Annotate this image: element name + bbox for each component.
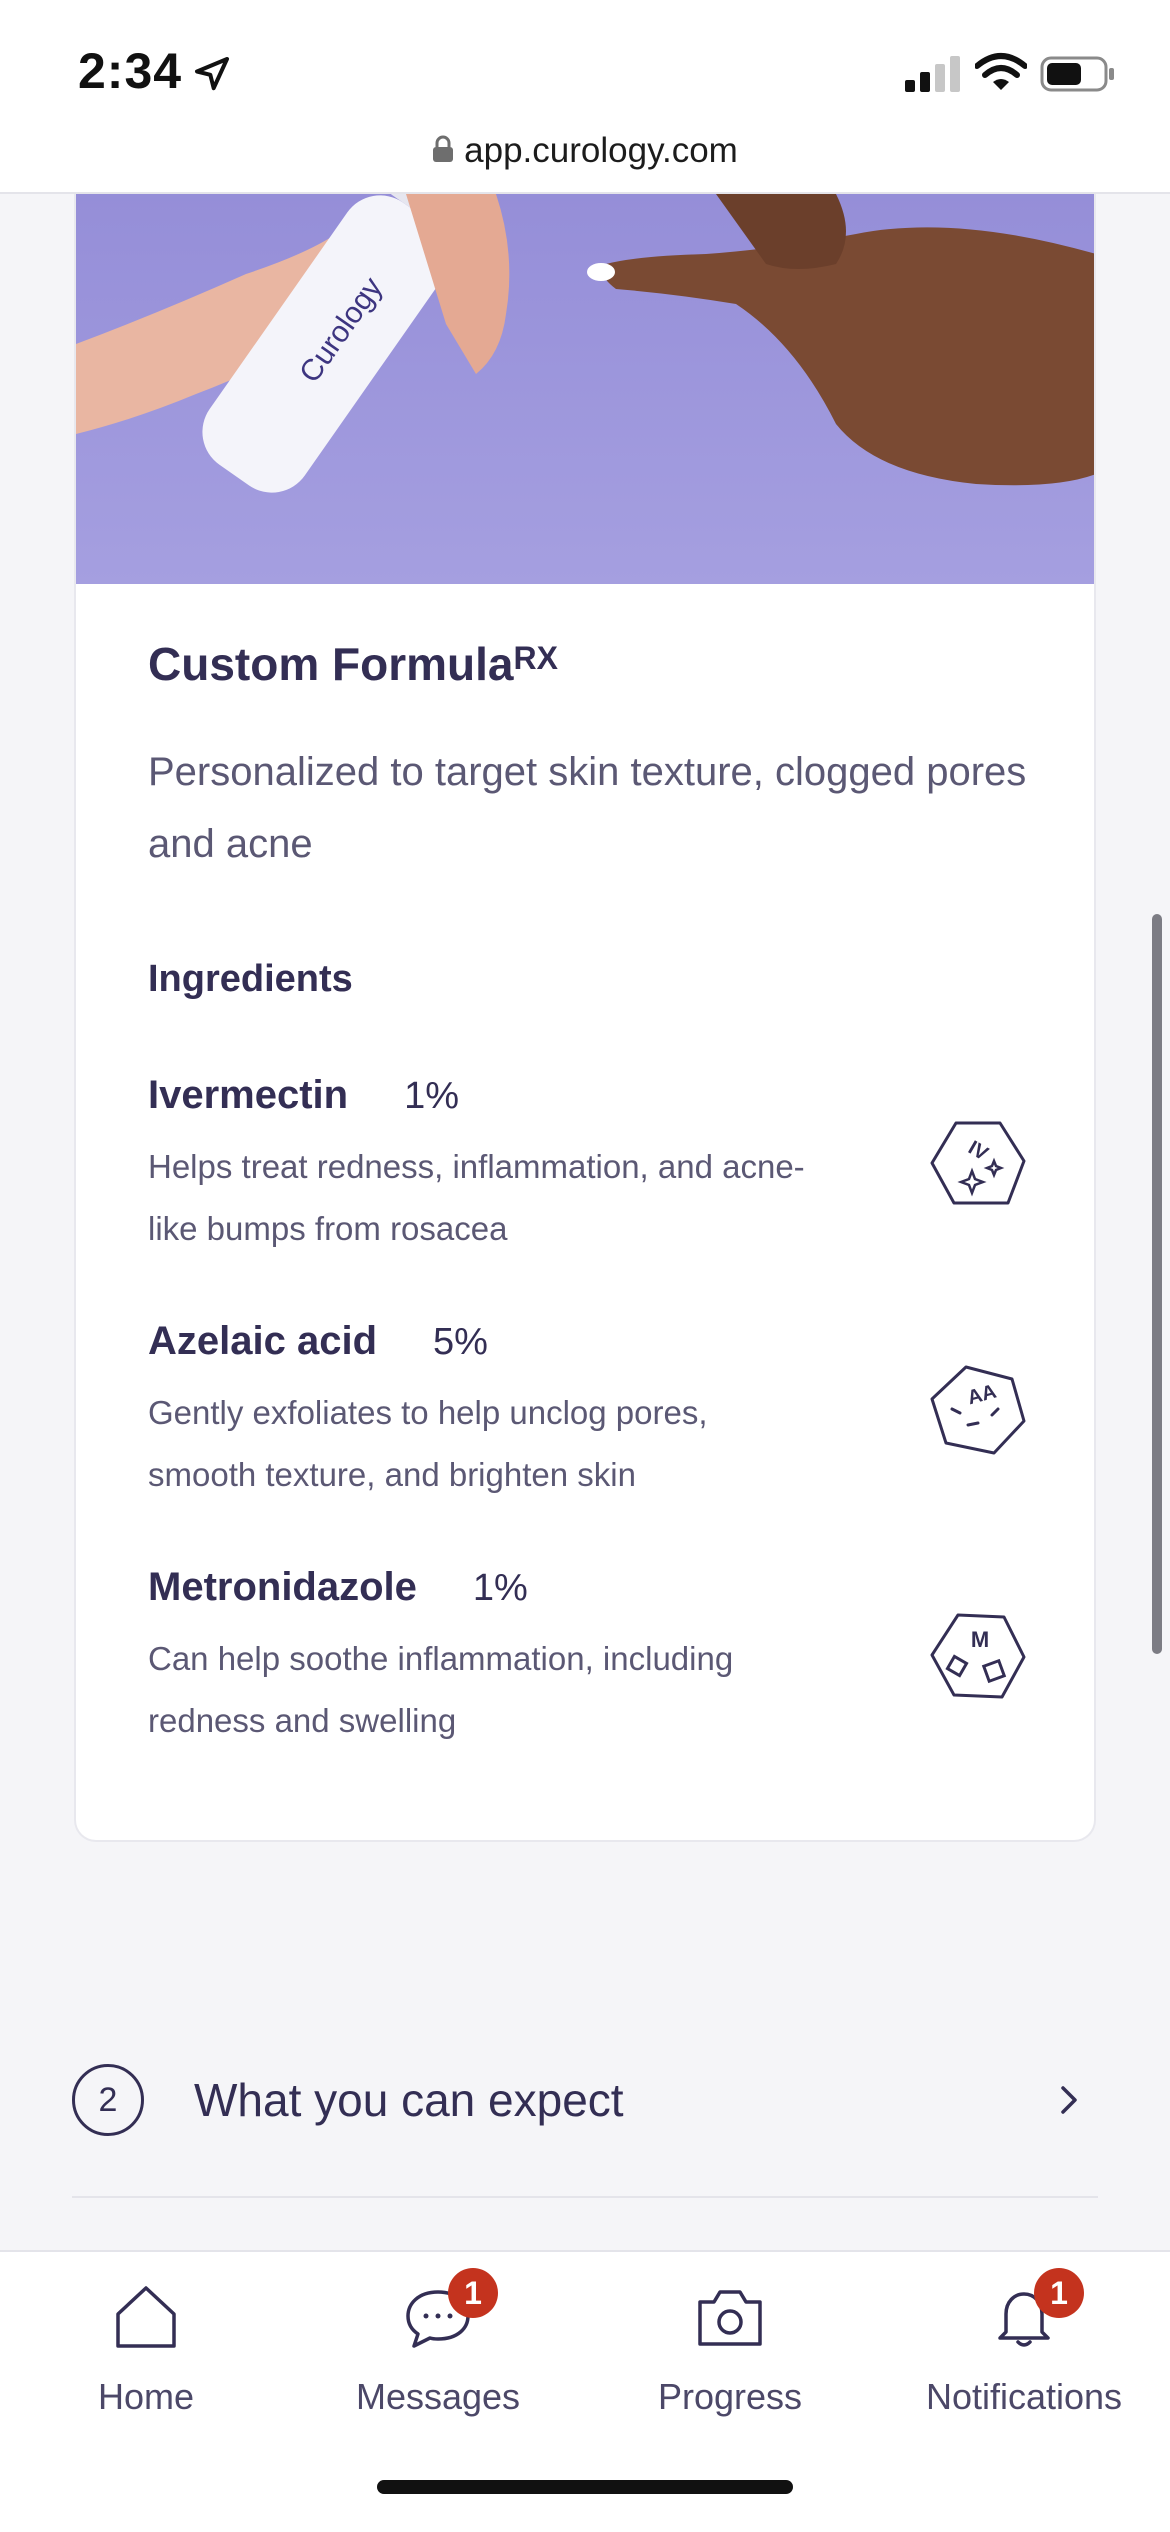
ingredients-heading: Ingredients: [148, 958, 353, 1000]
messages-icon-wrap: [400, 2274, 482, 2352]
tab-label: Messages: [355, 2376, 521, 2417]
ivermectin-badge-icon: [928, 1115, 1028, 1215]
wifi-icon: [975, 52, 1027, 92]
product-title-text: Custom Formula: [148, 638, 514, 690]
ingredient-metronidazole: [148, 1565, 1028, 1741]
cellular-signal-icon: [905, 56, 961, 92]
battery-icon: [1040, 54, 1116, 94]
product-subtitle: Personalized to target skin texture, clogged pores and acne: [148, 750, 1027, 866]
badge-code: IV: [964, 1136, 992, 1166]
url-text: app.curology.com: [464, 131, 738, 170]
metronidazole-badge-icon: [928, 1607, 1028, 1707]
product-title: [148, 634, 1028, 694]
notifications-unread-badge: 1: [1034, 2268, 1084, 2318]
location-arrow-icon: [192, 54, 232, 94]
badge-code: M: [970, 1627, 990, 1652]
hands-with-bottle-illustration: [76, 194, 1096, 584]
tab-messages[interactable]: [298, 2274, 578, 2444]
azelaic-acid-badge-icon: [928, 1361, 1028, 1461]
camera-icon: [692, 2282, 768, 2352]
ingredient-percent: 1%: [472, 1567, 528, 1609]
scrollbar[interactable]: [1152, 914, 1162, 1654]
tab-home[interactable]: [6, 2274, 286, 2444]
chevron-right-icon: [1054, 2080, 1084, 2120]
lock-icon: [432, 135, 454, 163]
product-card: [74, 194, 1096, 1842]
tab-label: Notifications: [925, 2376, 1123, 2417]
url-bar[interactable]: [0, 110, 1170, 194]
tab-label: Progress: [657, 2376, 803, 2417]
status-time: 2:34: [78, 43, 183, 99]
ingredient-name: Metronidazole: [148, 1565, 417, 1609]
ingredient-description: Gently exfoliates to help unclog pores, smooth texture, and brighten skin: [148, 1394, 708, 1493]
ingredient-azelaic-acid: [148, 1319, 1028, 1495]
ingredient-ivermectin: [148, 1073, 1028, 1249]
home-indicator[interactable]: [377, 2480, 793, 2494]
tab-label: Home: [97, 2376, 195, 2417]
step-number-badge: 2: [72, 2064, 144, 2136]
what-you-can-expect-label: What you can expect: [194, 2074, 624, 2126]
ingredient-name: Ivermectin: [148, 1073, 349, 1117]
ingredient-percent: 1%: [404, 1075, 460, 1117]
messages-unread-badge: 1: [448, 2268, 498, 2318]
product-title-superscript: RX: [513, 640, 558, 676]
card-body: [148, 634, 1028, 1741]
section-divider: [72, 2196, 1098, 2198]
tab-notifications[interactable]: [884, 2274, 1164, 2444]
hero-image: [76, 194, 1096, 584]
bell-icon-wrap: [986, 2274, 1068, 2352]
badge-code: AA: [965, 1380, 999, 1410]
ingredient-name: Azelaic acid: [148, 1319, 378, 1363]
what-you-can-expect-row[interactable]: [72, 2040, 1098, 2160]
ingredient-description: Helps treat redness, inflammation, and acne-like bumps from rosacea: [148, 1148, 805, 1247]
ingredient-percent: 5%: [433, 1321, 488, 1363]
ingredient-description: Can help soothe inflammation, including redness and swelling: [148, 1640, 734, 1739]
tab-progress[interactable]: [590, 2274, 870, 2444]
home-icon: [108, 2282, 184, 2352]
bottle-brand-text: Curology: [293, 271, 390, 389]
